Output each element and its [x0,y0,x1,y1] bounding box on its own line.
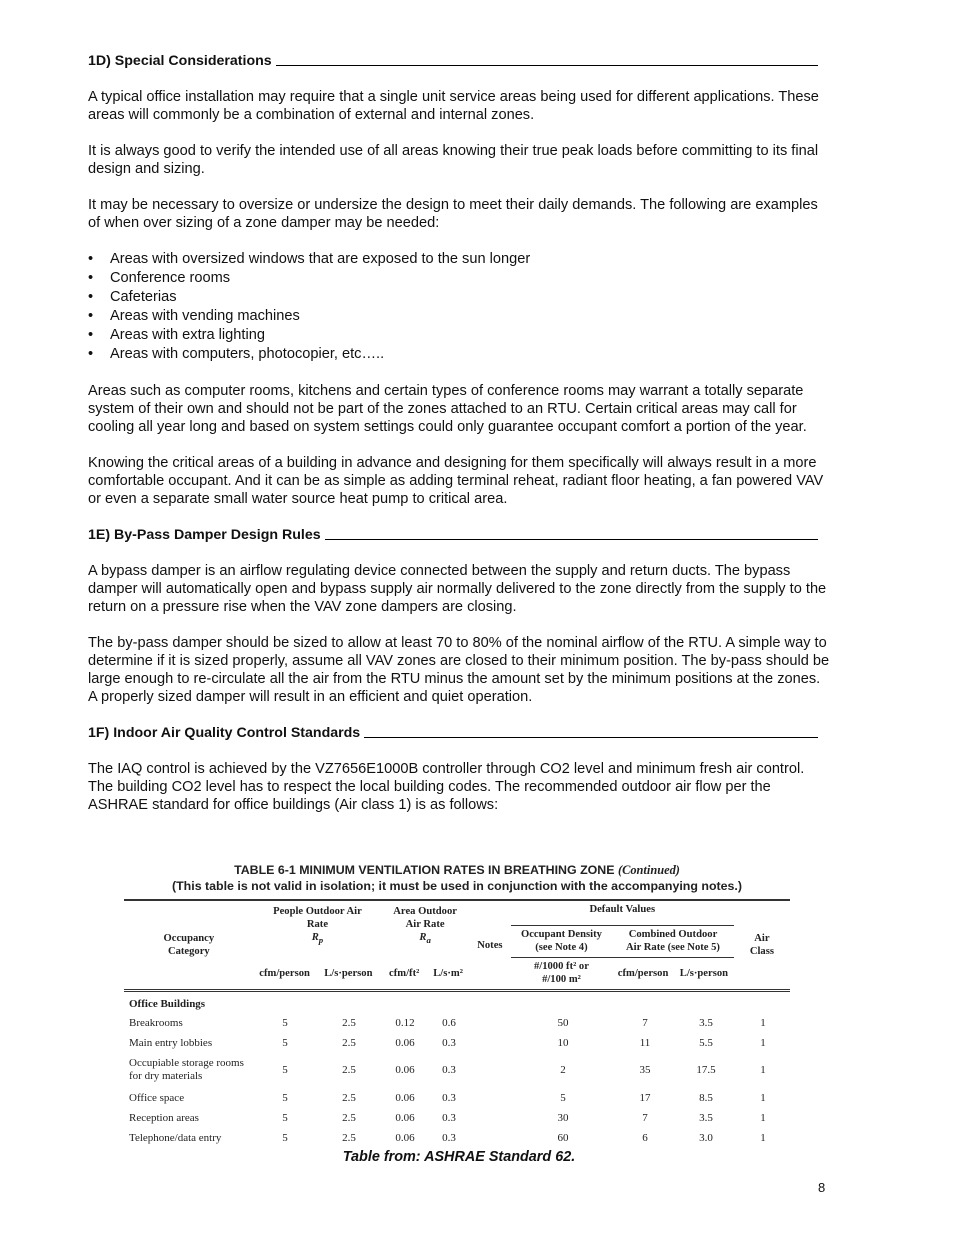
cell-value: 1 [760,1016,766,1029]
cell-value: 5.5 [699,1037,713,1049]
header-area-symbol: R [419,932,427,943]
heading-rule [276,65,818,66]
cell-category: Telephone/data entry [129,1132,222,1144]
cell-value: 5 [282,1112,288,1124]
cell-value: 5 [282,1016,288,1029]
cell-value [470,1128,512,1148]
header-default-values: Default Values [511,901,734,925]
paragraph: Areas such as computer rooms, kitchens and certain types of conference rooms may warrant a totally separate system of their own and should not be part of the zones attached to an RTU. Certain critical areas may call for cooling all year long and based on system settings could only guarantee occupant comfort a portion of the year. [88,383,807,435]
cell-value: 0.06 [395,1064,415,1076]
table-row [124,1033,790,1053]
paragraph: The by-pass damper should be sized to allow at least 70 to 80% of the nominal airflow of the RTU. A simple way to determine if it is sized properly, assume all VAV zones are closed to their minimum position. The by-pass should be large enough to re-circulate all the air from the RTU minus the amount set by the minimum positions at the zones. A properly sized damper will result in an efficient and quiet operation. [88,635,830,705]
table-title [124,862,790,878]
cell-value: 2.5 [342,1037,356,1049]
bullet-item: • Areas with vending machines [88,307,830,326]
cell-value: 7 [642,1112,648,1124]
cell-value: 2.5 [342,1112,356,1124]
header-area-subscript: a [426,935,431,946]
unit-density: #/1000 ft² or #/100 m² [533,961,589,986]
header-people-symbol: R [311,932,319,943]
paragraph: The IAQ control is achieved by the VZ7656E1000B controller through CO2 level and minimum fresh air control. The building CO2 level has to respect the local building codes. The recommended outdoor air flow per the ASHRAE standard for office buildings (Air class 1) is as follows: [88,761,805,813]
cell-value: 0.06 [395,1037,415,1049]
paragraph: A typical office installation may require that a single unit service areas being used for different applications. These areas will commonly be a combination of external and internal zones. [88,89,819,123]
cell-value: 10 [557,1037,569,1049]
cell-value: 1 [760,1037,766,1049]
heading-rule [325,539,818,540]
cell-value [470,1108,512,1128]
table-caption: Table from: ASHRAE Standard 62. [342,1149,576,1165]
document-body [88,52,830,814]
header-area-text: Area Outdoor Air Rate [393,906,457,930]
cell-value: 3.5 [699,1016,713,1029]
paragraph: It is always good to verify the intended use of all areas knowing their true peak loads before committing to its final design and sizing. [88,143,819,177]
cell-value: 1 [760,1132,766,1144]
cell-category: Occupiable storage rooms for dry materials [129,1057,244,1082]
section-heading-bypass [88,526,818,544]
header-density: Occupant Density (see Note 4) [511,925,612,957]
heading-text: 1F) Indoor Air Quality Control Standards [88,725,361,741]
cell-value: 1 [760,1112,766,1124]
paragraph: It may be necessary to oversize or undersize the design to meet their daily demands. The following are examples of when over sizing of a zone damper may be needed: [88,197,818,231]
paragraph: Knowing the critical areas of a building in advance and designing for them specifically will always result in a more comfortable occupant. And it can be as simple as adding terminal reheat, radiant floor heating, a fan powered VAV or even a separate small water source heat pump to critical area. [88,455,824,507]
cell-value: 3.0 [699,1132,713,1144]
ventilation-table [124,901,790,989]
cell-value: 8.5 [699,1091,713,1104]
cell-value: 2.5 [342,1091,356,1104]
unit-cfm-person-combined: cfm/person [617,967,669,979]
table-title-continued: (Continued) [617,863,680,877]
bullet-item: • Areas with oversized windows that are exposed to the sun longer [88,250,830,269]
cell-category: Main entry lobbies [129,1037,213,1049]
header-people-text: People Outdoor Air Rate [273,906,362,930]
cell-value: 2.5 [342,1064,356,1076]
table-subtitle: (This table is not valid in isolation; it must be used in conjunction with the accompanying notes.) [171,879,742,893]
cell-value: 2 [560,1064,566,1076]
section-heading-special [88,52,818,70]
bullet-item: • Areas with extra lighting [88,326,830,345]
cell-value: 0.3 [442,1132,456,1144]
cell-value: 1 [760,1091,766,1104]
cell-value: 5 [560,1091,566,1104]
cell-value: 5 [282,1037,288,1049]
cell-value: 0.06 [395,1112,415,1124]
cell-category: Breakrooms [129,1016,183,1029]
ventilation-table-figure [124,862,790,1148]
unit-ls-m2: L/s·m² [433,967,463,979]
bullet-item: • Areas with computers, photocopier, etc….. [88,345,830,364]
ventilation-table-body [124,992,790,1148]
header-air-class: Air Class [749,933,774,957]
cell-value: 5 [282,1064,288,1076]
section-heading-iaq [88,724,818,742]
table-title-main: TABLE 6-1 MINIMUM VENTILATION RATES IN BREATHING ZONE [234,863,615,877]
cell-value: 50 [557,1016,569,1029]
table-row [124,1012,790,1033]
header-combined: Combined Outdoor Air Rate (see Note 5) [612,925,734,957]
unit-cfm-person: cfm/person [259,967,310,979]
cell-value: 0.3 [442,1037,456,1049]
cell-value: 7 [642,1016,648,1029]
cell-value: 2.5 [342,1016,356,1029]
table-row [124,1128,790,1148]
cell-value: 0.06 [395,1091,415,1104]
header-people-subscript: p [318,935,324,946]
heading-rule [364,737,818,738]
header-people-rate [254,901,382,957]
cell-value: 30 [557,1112,569,1124]
cell-value: 0.12 [395,1016,415,1029]
table-group-office: Office Buildings [129,997,206,1010]
heading-text: 1D) Special Considerations [88,53,272,69]
cell-value: 0.3 [442,1112,456,1124]
cell-value: 6 [642,1132,648,1144]
cell-value: 11 [639,1037,651,1049]
bullet-item: • Conference rooms [88,269,830,288]
cell-value: 35 [639,1064,651,1076]
header-notes: Notes [477,939,503,951]
table-row [124,1108,790,1128]
table-row [124,1087,790,1108]
cell-value: 17.5 [696,1064,716,1076]
cell-value [470,1053,512,1087]
cell-value: 0.06 [395,1132,415,1144]
cell-value: 2.5 [342,1132,356,1144]
heading-text: 1E) By-Pass Damper Design Rules [88,527,321,543]
bullet-list [88,250,830,364]
table-row [124,1053,790,1087]
header-occupancy: Occupancy Category [163,933,215,957]
cell-value: 0.3 [442,1064,456,1076]
paragraph: A bypass damper is an airflow regulating device connected between the supply and return ducts. The bypass damper will automatically open and bypass supply air normally delivered to the zone directly from the supply to the return on a pressure rise when the VAV zone dampers are closing. [88,563,827,615]
unit-ls-person: L/s·person [324,967,373,979]
cell-category: Office space [129,1091,185,1104]
unit-cfm-ft2: cfm/ft² [389,967,420,979]
cell-value: 0.6 [442,1016,456,1029]
cell-value [470,1012,512,1033]
bullet-item: • Cafeterias [88,288,830,307]
cell-category: Reception areas [129,1112,199,1124]
cell-value: 0.3 [442,1091,456,1104]
unit-ls-person-combined: L/s·person [679,967,729,979]
page-number: 8 [818,1180,826,1195]
cell-value: 5 [282,1091,288,1104]
cell-value: 1 [760,1064,766,1076]
header-area-rate [381,901,469,957]
cell-value [470,1087,512,1108]
cell-value: 17 [639,1091,651,1104]
cell-value [470,1033,512,1053]
cell-value: 3.5 [699,1112,713,1124]
cell-value: 5 [282,1132,288,1144]
cell-value: 60 [557,1132,569,1144]
